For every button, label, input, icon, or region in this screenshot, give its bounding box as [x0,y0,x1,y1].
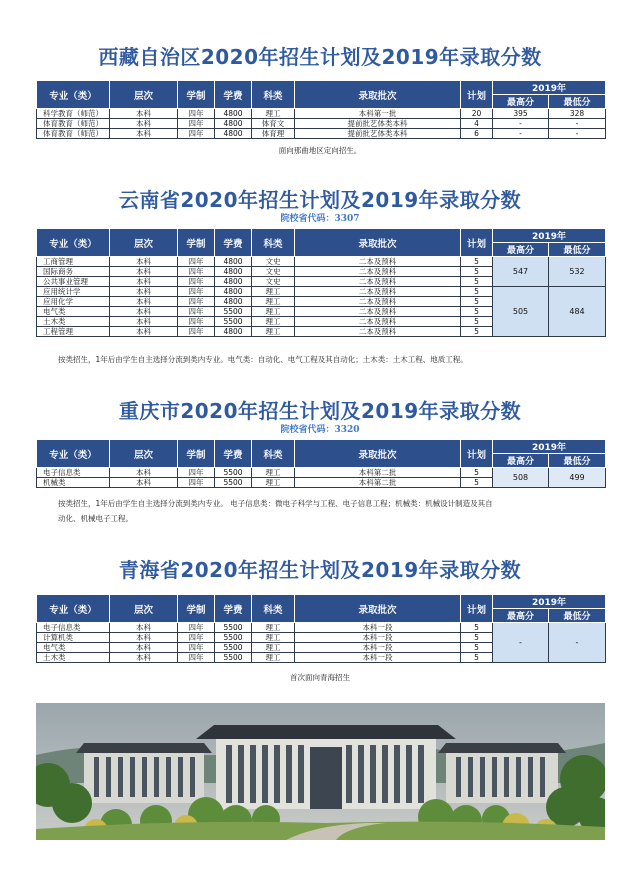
cell: 工商管理 [37,257,110,267]
yunnan-title: 云南省2020年招生计划及2019年录取分数 [118,188,522,212]
cell: 5500 [215,623,252,633]
cell: 科学教育（师范） [37,109,110,119]
tibet-table [36,80,606,139]
cell: 5500 [215,307,252,317]
cell: 二本及预科 [295,277,461,287]
col-max: 最高分 [493,454,549,468]
cell: 4 [461,119,493,129]
cell: 工程管理 [37,327,110,337]
cell: 5 [461,267,493,277]
cell: 本科 [110,267,178,277]
cell: 本科一段 [295,623,461,633]
col-year: 2019年 [493,81,606,95]
cell: 理工 [252,478,295,488]
cell: 理工 [252,317,295,327]
cell: 5 [461,317,493,327]
cell: 理工 [252,287,295,297]
col-major: 专业（类） [37,440,110,468]
yunnan-code: 院校省代码：3307 [280,214,360,224]
cell: 四年 [178,327,215,337]
yunnan-wen-min: 532 [549,257,606,287]
col-subject: 科类 [252,229,295,257]
col-fee: 学费 [215,595,252,623]
cell: 本科 [110,478,178,488]
cell: 5500 [215,653,252,663]
cell: 四年 [178,478,215,488]
cell: 本科 [110,129,178,139]
cell: 二本及预科 [295,327,461,337]
cell: 四年 [178,267,215,277]
col-min: 最低分 [549,243,606,257]
cell: 本科 [110,623,178,633]
col-subject: 科类 [252,440,295,468]
cell: 5 [461,257,493,267]
yunnan-section [0,186,640,225]
cell: 理工 [252,633,295,643]
col-major: 专业（类） [37,229,110,257]
col-level: 层次 [110,595,178,623]
cell: 5 [461,633,493,643]
cell: 文史 [252,277,295,287]
col-plan: 计划 [461,81,493,109]
cell: 体育教育（师范） [37,119,110,129]
cell: 328 [549,109,606,119]
cell: 本科 [110,297,178,307]
cell: 本科 [110,307,178,317]
cell: 电气类 [37,307,110,317]
col-batch: 录取批次 [295,595,461,623]
col-plan: 计划 [461,229,493,257]
col-subject: 科类 [252,595,295,623]
col-duration: 学制 [178,81,215,109]
table-row [37,119,606,129]
col-max: 最高分 [493,243,549,257]
chongqing-code: 院校省代码：3320 [280,425,360,435]
yunnan-li-max: 505 [493,287,549,337]
cell: 5 [461,623,493,633]
cell: 本科 [110,109,178,119]
col-fee: 学费 [215,440,252,468]
cell: 二本及预科 [295,287,461,297]
cell: 理工 [252,643,295,653]
cell: 体育理 [252,129,295,139]
cell: 4800 [215,327,252,337]
cell: - [493,129,549,139]
tibet-note: 面向那曲地区定向招生。 [278,146,362,155]
cell: 理工 [252,109,295,119]
cell: 本科 [110,653,178,663]
col-fee: 学费 [215,81,252,109]
yunnan-table [36,228,606,337]
col-min: 最低分 [549,454,606,468]
cell: 理工 [252,653,295,663]
cell: 四年 [178,129,215,139]
chongqing-section [0,397,640,436]
cell: 395 [493,109,549,119]
col-max: 最高分 [493,95,549,109]
cell: 5 [461,287,493,297]
col-min: 最低分 [549,609,606,623]
qinghai-table [36,594,606,663]
cell: 理工 [252,468,295,478]
campus-building-image [36,703,605,840]
cell: 20 [461,109,493,119]
cell: 提前批艺体类本科 [295,129,461,139]
table-row [37,257,606,267]
cell: 本科一段 [295,633,461,643]
col-year: 2019年 [493,595,606,609]
cell: 4800 [215,277,252,287]
table-row [37,287,606,297]
cell: 5500 [215,468,252,478]
yunnan-note: 按类招生，1年后由学生自主选择分流到类内专业。电气类：自动化、电气工程及其自动化；土木类：土木工程、地质工程。 [58,355,468,364]
qinghai-section [0,556,640,584]
col-max: 最高分 [493,609,549,623]
cell: 四年 [178,623,215,633]
cell: 四年 [178,109,215,119]
cell: 5500 [215,643,252,653]
col-duration: 学制 [178,595,215,623]
chongqing-min: 499 [549,468,606,488]
cell: 5 [461,643,493,653]
cell: 本科 [110,327,178,337]
cell: 应用统计学 [37,287,110,297]
col-level: 层次 [110,440,178,468]
cell: 计算机类 [37,633,110,643]
cell: 本科 [110,643,178,653]
cell: 土木类 [37,317,110,327]
cell: 提前批艺体类本科 [295,119,461,129]
cell: 本科 [110,317,178,327]
cell: 电气类 [37,643,110,653]
cell: 二本及预科 [295,297,461,307]
col-level: 层次 [110,81,178,109]
cell: 理工 [252,623,295,633]
cell: 国际商务 [37,267,110,277]
col-year: 2019年 [493,229,606,243]
cell: 公共事业管理 [37,277,110,287]
col-subject: 科类 [252,81,295,109]
col-duration: 学制 [178,229,215,257]
cell: 应用化学 [37,297,110,307]
cell: 本科 [110,277,178,287]
cell: 四年 [178,307,215,317]
col-year: 2019年 [493,440,606,454]
col-major: 专业（类） [37,595,110,623]
cell: - [549,119,606,129]
cell: 本科第二批 [295,468,461,478]
col-batch: 录取批次 [295,81,461,109]
cell: 文史 [252,267,295,277]
cell: 5 [461,327,493,337]
col-plan: 计划 [461,595,493,623]
chongqing-table [36,439,606,488]
cell: 二本及预科 [295,267,461,277]
col-fee: 学费 [215,229,252,257]
yunnan-li-min: 484 [549,287,606,337]
col-duration: 学制 [178,440,215,468]
cell: 4800 [215,297,252,307]
col-batch: 录取批次 [295,229,461,257]
cell: 土木类 [37,653,110,663]
cell: 4800 [215,257,252,267]
yunnan-wen-max: 547 [493,257,549,287]
cell: 电子信息类 [37,468,110,478]
cell: 电子信息类 [37,623,110,633]
cell: 四年 [178,653,215,663]
cell: 本科 [110,633,178,643]
campus-photo [36,703,605,840]
qinghai-note: 首次面向青海招生 [290,673,350,682]
cell: 机械类 [37,478,110,488]
cell: 4800 [215,129,252,139]
cell: 理工 [252,307,295,317]
cell: 4800 [215,267,252,277]
cell: - [493,119,549,129]
cell: 5500 [215,633,252,643]
cell: 四年 [178,317,215,327]
col-level: 层次 [110,229,178,257]
cell: 本科 [110,287,178,297]
cell: 本科第二批 [295,478,461,488]
col-batch: 录取批次 [295,440,461,468]
cell: 体育文 [252,119,295,129]
cell: 本科 [110,119,178,129]
col-plan: 计划 [461,440,493,468]
cell: 四年 [178,643,215,653]
chongqing-note-2: 动化、机械电子工程。 [58,514,133,523]
tibet-title: 西藏自治区2020年招生计划及2019年录取分数 [98,45,542,69]
cell: 本科一段 [295,653,461,663]
cell: 5500 [215,317,252,327]
cell: 二本及预科 [295,317,461,327]
cell: 二本及预科 [295,307,461,317]
cell: 四年 [178,287,215,297]
chongqing-note-1: 按类招生，1年后由学生自主选择分流到类内专业。 电子信息类：微电子科学与工程、电子信息工程；机械类：机械设计制造及其自 [58,499,493,508]
cell: 本科 [110,468,178,478]
cell: 四年 [178,119,215,129]
table-row [37,623,606,633]
col-major: 专业（类） [37,81,110,109]
cell: 5 [461,307,493,317]
cell: 5 [461,478,493,488]
cell: 四年 [178,297,215,307]
qinghai-title: 青海省2020年招生计划及2019年录取分数 [118,558,522,582]
cell: 4800 [215,119,252,129]
cell: 二本及预科 [295,257,461,267]
cell: 6 [461,129,493,139]
cell: 本科 [110,257,178,267]
cell: 四年 [178,257,215,267]
cell: 四年 [178,277,215,287]
table-row [37,129,606,139]
col-min: 最低分 [549,95,606,109]
tibet-section [0,42,640,72]
table-row [37,468,606,478]
cell: - [549,129,606,139]
cell: 5 [461,468,493,478]
cell: 5500 [215,478,252,488]
chongqing-title: 重庆市2020年招生计划及2019年录取分数 [118,399,522,423]
cell: 5 [461,277,493,287]
cell: 本科第一批 [295,109,461,119]
cell: 本科一段 [295,643,461,653]
qinghai-max: - [493,623,549,663]
cell: 文史 [252,257,295,267]
qinghai-min: - [549,623,606,663]
cell: 体育教育（师范） [37,129,110,139]
cell: 理工 [252,327,295,337]
cell: 四年 [178,468,215,478]
table-row [37,109,606,119]
cell: 理工 [252,297,295,307]
cell: 4800 [215,109,252,119]
cell: 5 [461,653,493,663]
cell: 5 [461,297,493,307]
cell: 4800 [215,287,252,297]
cell: 四年 [178,633,215,643]
chongqing-max: 508 [493,468,549,488]
